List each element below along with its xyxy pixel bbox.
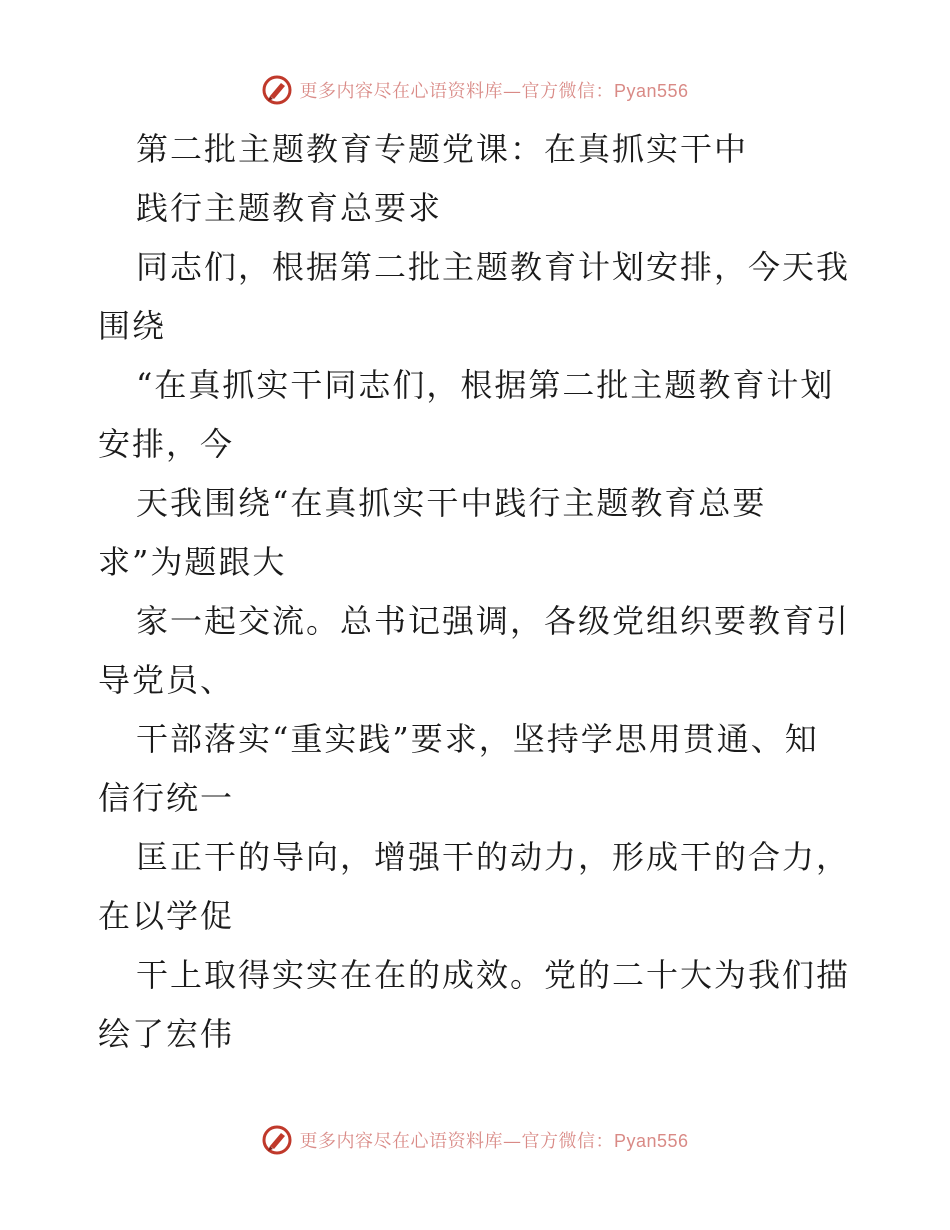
- text-line: 绘了宏伟: [98, 1015, 235, 1053]
- watermark-wechat-id: Pyan556: [613, 1131, 689, 1151]
- text-line: 导党员、: [98, 661, 235, 699]
- text-line: 信行统一: [98, 779, 235, 817]
- header-watermark: [0, 72, 950, 108]
- text-line: 同志们，根据第二批主题教育计划安排，今天我: [136, 248, 851, 286]
- text-line: 第二批主题教育专题党课：在真抓实干中: [136, 130, 749, 168]
- text-line: 匡正干的导向，增强干的动力，形成干的合力，: [136, 838, 851, 876]
- text-line: 在以学促: [98, 897, 235, 935]
- watermark-label: 更多内容尽在心语资料库—官方微信：Pyan556: [299, 81, 689, 102]
- pen-nib-logo-icon: [261, 74, 293, 106]
- pen-nib-logo-icon: [261, 1124, 293, 1156]
- text-line: 天我围绕“在真抓实干中践行主题教育总要: [136, 484, 767, 522]
- watermark-wechat-id: Pyan556: [613, 81, 689, 101]
- text-line: 安排，今: [98, 425, 235, 463]
- watermark-label: 更多内容尽在心语资料库—官方微信：Pyan556: [299, 1131, 689, 1152]
- text-line: 干部落实“重实践”要求，坚持学思用贯通、知: [136, 720, 819, 758]
- text-line: 围绕: [98, 307, 167, 345]
- text-line: 践行主题教育总要求: [136, 189, 443, 227]
- footer-watermark: [0, 1122, 950, 1158]
- text-line: 求”为题跟大: [98, 543, 287, 581]
- text-line: “在真抓实干同志们，根据第二批主题教育计划: [136, 366, 835, 404]
- text-line: 家一起交流。总书记强调，各级党组织要教育引: [136, 602, 851, 640]
- text-line: 干上取得实实在在的成效。党的二十大为我们描: [136, 956, 851, 994]
- document-body: [98, 120, 858, 1064]
